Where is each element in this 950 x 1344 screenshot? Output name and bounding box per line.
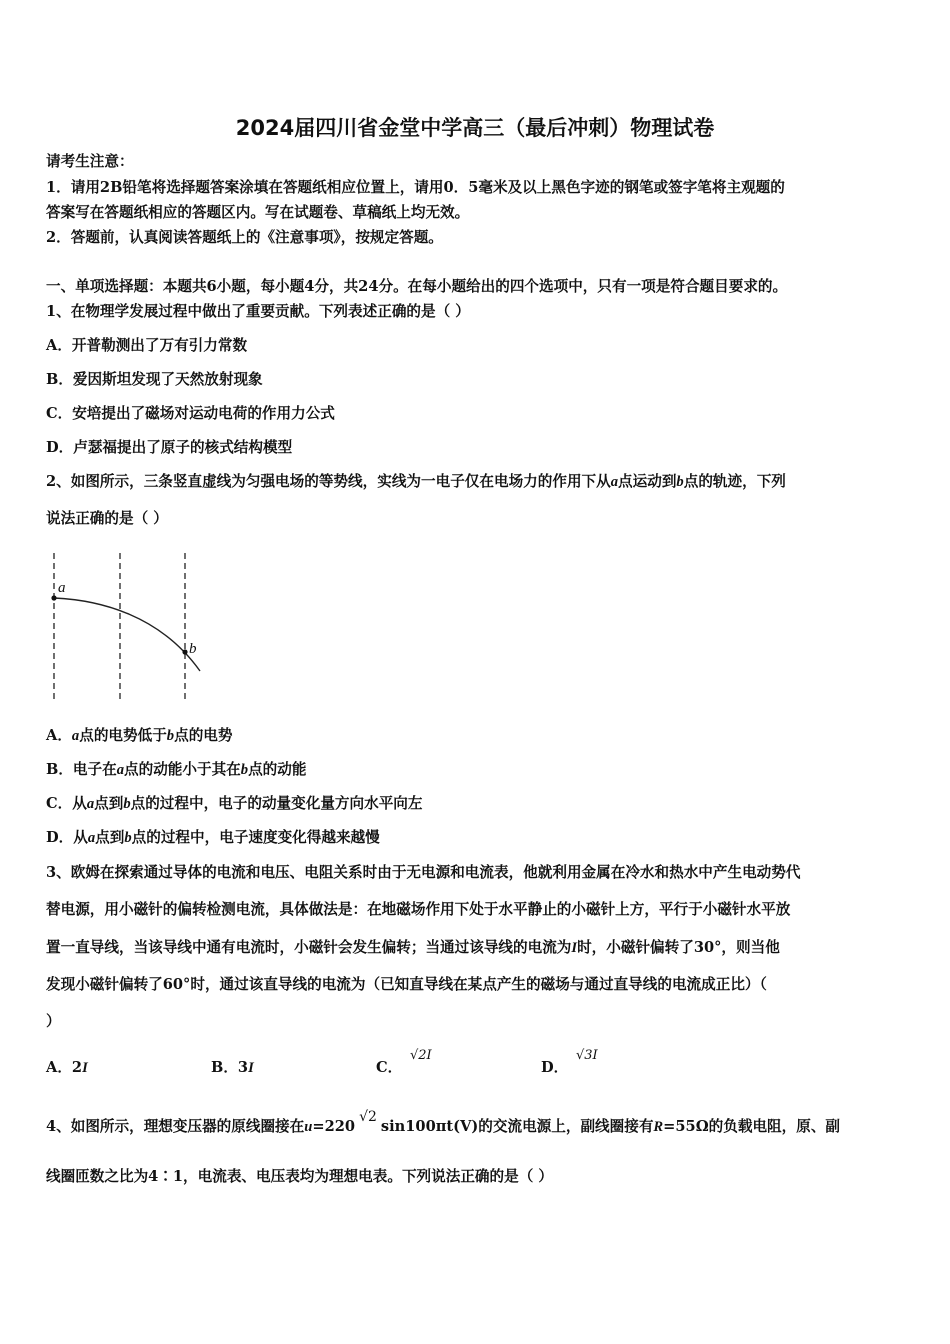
- q3-line1: 3、欧姆在探索通过导体的电流和电压、电阻关系时由于无电源和电流表，他就利用金属在冷水和热水中产生电动势代: [46, 864, 801, 881]
- equipotential-figure: [40, 545, 220, 705]
- point-a-label: a: [58, 580, 66, 596]
- notice-item1-line2: 答案写在答题纸相应的答题区内。写在试题卷、草稿纸上均无效。: [46, 204, 470, 221]
- q1-stem: 1、在物理学发展过程中做出了重要贡献。下列表述正确的是（ ）: [46, 303, 470, 320]
- notice-item1-line1: 1．请用2B铅笔将选择题答案涂填在答题纸相应位置上，请用0．5毫米及以上黑色字迹的钢笔或签字笔将主观题的: [46, 179, 785, 196]
- q3-option-c: C．: [376, 1059, 403, 1076]
- point-b-label: b: [189, 641, 197, 657]
- q3-line3: 置一直导线，当该导线中通有电流时，小磁针会发生偏转；当通过该导线的电流为I时，小磁针偏转了30°，则当他: [46, 939, 780, 956]
- point-a: [51, 595, 56, 600]
- q3-option-a: A．2I: [46, 1059, 88, 1076]
- q1-option-b: B．爱因斯坦发现了天然放射现象: [46, 371, 263, 388]
- q2-option-a: A．a点的电势低于b点的电势: [46, 727, 233, 744]
- notice-item2: 2．答题前，认真阅读答题纸上的《注意事项》，按规定答题。: [46, 229, 443, 246]
- point-b: [182, 649, 187, 654]
- q2-option-d: D．从a点到b点的过程中，电子速度变化得越来越慢: [46, 829, 380, 846]
- q3-option-b: B．3I: [211, 1059, 254, 1076]
- q2-option-c: C．从a点到b点的过程中，电子的动量变化量方向水平向左: [46, 795, 423, 812]
- q1-option-a: A．开普勒测出了万有引力常数: [46, 337, 248, 354]
- electron-trajectory: [54, 598, 200, 671]
- q2-stem-line1: 2、如图所示，三条竖直虚线为匀强电场的等势线，实线为一电子仅在电场力的作用下从a点运动到b点的轨迹，下列: [46, 473, 786, 490]
- sqrt2-symbol: √2: [359, 1109, 377, 1125]
- q1-option-c: C．安培提出了磁场对运动电荷的作用力公式: [46, 405, 335, 422]
- q3-line2: 替电源，用小磁针的偏转检测电流，具体做法是：在地磁场作用下处于水平静止的小磁针上方，平行于小磁针水平放: [46, 901, 791, 918]
- q2-stem-line2: 说法正确的是（ ）: [46, 510, 168, 527]
- q1-option-d: D．卢瑟福提出了原子的核式结构模型: [46, 439, 293, 456]
- q4-line2: 线圈匝数之比为4∶1，电流表、电压表均为理想电表。下列说法正确的是（ ）: [46, 1168, 553, 1185]
- q2-option-b: B．电子在a点的动能小于其在b点的动能: [46, 761, 307, 778]
- notice-heading: 请考生注意：: [46, 153, 134, 170]
- q3-line5: ）: [46, 1013, 61, 1030]
- q3-option-c-expr: √2I: [410, 1048, 432, 1063]
- q3-option-d: D．: [541, 1059, 569, 1076]
- q3-option-d-expr: √3I: [576, 1048, 598, 1063]
- q4-line1: 4、如图所示，理想变压器的原线圈接在u=220√2sin100πt(V)的交流电源上，副线圈接有R=55Ω的负载电阻，原、副: [46, 1109, 841, 1135]
- section-heading: 一、单项选择题：本题共6小题，每小题4分，共24分。在每小题给出的四个选项中，只有一项是符合题目要求的。: [46, 278, 788, 295]
- q3-line4: 发现小磁针偏转了60°时，通过该直导线的电流为（已知直导线在某点产生的磁场与通过直导线的电流成正比）（: [46, 976, 767, 993]
- page-title: 2024届四川省金堂中学高三（最后冲刺）物理试卷: [235, 116, 715, 140]
